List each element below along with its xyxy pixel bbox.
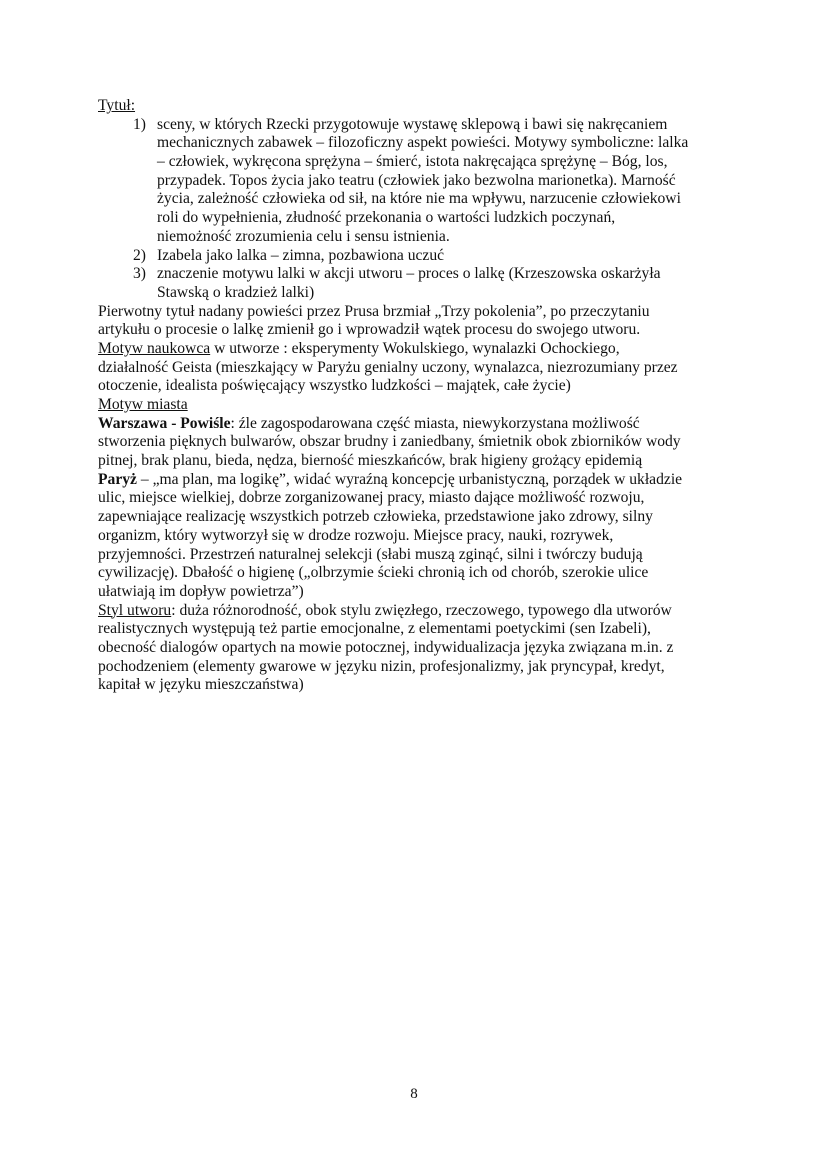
text-line: [98, 546, 738, 565]
text-line: [98, 116, 738, 135]
heading-tytul: [98, 97, 738, 116]
text-line: [98, 564, 738, 583]
text-segment: obecność dialogów opartych na mowie potocznej, indywidualizacja języka związana m.in. z: [98, 638, 674, 656]
text-segment: – człowiek, wykręcona sprężyna – śmierć, istota nakręcająca sprężynę – Bóg, los,: [157, 153, 668, 171]
paragraph-original-title: [98, 303, 738, 340]
text-line: [98, 415, 738, 434]
text-segment: organizm, który wytworzył się w drodze rozwoju. Miejsce pracy, nauki, rozrywek,: [98, 526, 614, 544]
text-line: [98, 639, 738, 658]
paragraph-motyw-naukowca: [98, 340, 738, 396]
text-line: [98, 209, 738, 228]
text-line: [98, 265, 738, 284]
text-line: [98, 620, 738, 639]
text-line: [98, 153, 738, 172]
text-segment: życia, zależność człowieka od sił, na które nie ma wpływu, narzucenie człowiekowi: [157, 190, 681, 208]
underlined-heading: Tytuł:: [98, 97, 136, 114]
text-segment: roli do wypełnienia, złudność przekonania o wartości ludzkich poczynań,: [157, 209, 616, 227]
text-segment: działalność Geista (mieszkający w Paryżu genialny uczony, wynalazca, niezrozumiany przez: [98, 358, 678, 376]
text-segment: zapewniające realizację wszystkich potrzeb człowieka, przedstawione jako zdrowy, silny: [98, 508, 653, 526]
text-segment: niemożność zrozumienia celu i sensu istnienia.: [157, 227, 450, 245]
text-segment: pochodzeniem (elementy gwarowe w języku nizin, profesjonalizmy, jak pryncypał, kredyt,: [98, 657, 665, 675]
text-segment: mechanicznych zabawek – filozoficzny aspekt powieści. Motywy symboliczne: lalka: [157, 134, 689, 152]
text-line: [98, 508, 738, 527]
text-segment: – „ma plan, ma logikę”, widać wyraźną koncepcję urbanistyczną, porządek w układzie: [136, 470, 683, 488]
text-line: [98, 321, 738, 340]
text-line: [98, 340, 738, 359]
text-line: [98, 471, 738, 490]
paragraph-styl-utworu: [98, 602, 738, 695]
text-segment: ulic, miejsce wielkiej, dobrze zorganizowanej pracy, miasto dające możliwość rozwoju,: [98, 489, 645, 507]
text-line: [98, 377, 738, 396]
text-segment: sceny, w których Rzecki przygotowuje wystawę sklepową i bawi się nakręcaniem: [157, 115, 668, 133]
text-line: [98, 676, 738, 695]
text-segment: w utworze : eksperymenty Wokulskiego, wynalazki Ochockiego,: [210, 339, 620, 357]
text-line: [98, 228, 738, 247]
text-segment: cywilizację). Dbałość o higienę („olbrzymie ścieki chronią ich od chorób, szerokie ulice: [98, 564, 649, 582]
text-line: [98, 134, 738, 153]
text-segment: pitnej, brak planu, bieda, nędza, bierność mieszkańców, brak higieny grożący epidemią: [98, 452, 643, 470]
text-segment: Izabela jako lalka – zimna, pozbawiona uczuć: [157, 246, 445, 264]
text-line: [98, 97, 738, 116]
text-line: [98, 433, 738, 452]
text-segment: ułatwiają im dopływ powietrza”): [98, 582, 304, 600]
bold-text: Paryż: [98, 470, 137, 488]
text-line: [98, 190, 738, 209]
page-number: 8: [410, 1086, 418, 1102]
paragraph-warszawa: [98, 415, 738, 471]
text-line: [98, 172, 738, 191]
list-number: 1): [133, 115, 146, 133]
underlined-heading: Motyw miasta: [98, 396, 188, 413]
text-segment: Pierwotny tytuł nadany powieści przez Prusa brzmiał „Trzy pokolenia”, po przeczytaniu: [98, 302, 650, 320]
text-line: [98, 583, 738, 602]
document-page-content: [98, 97, 738, 695]
text-segment: Stawską o kradzież lalki): [157, 283, 315, 301]
heading-motyw-miasta: [98, 396, 738, 415]
text-line: [98, 489, 738, 508]
underlined-heading: Motyw naukowca: [98, 339, 211, 357]
list-item-1: [98, 116, 738, 247]
text-line: [98, 658, 738, 677]
text-segment: kapitał w języku mieszczaństwa): [98, 676, 304, 694]
text-segment: : duża różnorodność, obok stylu zwięzłego, rzeczowego, typowego dla utworów: [171, 601, 672, 619]
text-line: [98, 602, 738, 621]
text-line: [98, 396, 738, 415]
text-line: [98, 452, 738, 471]
list-item-3: [98, 265, 738, 302]
text-line: [98, 247, 738, 266]
text-segment: znaczenie motywu lalki w akcji utworu – proces o lalkę (Krzeszowska oskarżyła: [157, 265, 661, 283]
text-segment: stworzenia pięknych bulwarów, obszar brudny i zaniedbany, śmietnik obok zbiorników wody: [98, 433, 681, 451]
text-segment: otoczenie, idealista poświęcający wszystko ludzkości – majątek, całe życie): [98, 377, 571, 395]
underlined-heading: Styl utworu: [98, 601, 172, 619]
text-segment: realistycznych występują też partie emocjonalne, z elementami poetyckimi (sen Izabeli),: [98, 620, 651, 638]
text-line: [98, 284, 738, 303]
list-item-2: [98, 247, 738, 266]
bold-text: Warszawa - Powiśle: [98, 414, 231, 432]
text-line: [98, 359, 738, 378]
text-segment: artykułu o procesie o lalkę zmienił go i wprowadził wątek procesu do swojego utworu.: [98, 321, 641, 339]
text-segment: przypadek. Topos życia jako teatru (człowiek jako bezwolna marionetka). Marność: [157, 171, 676, 189]
text-line: [98, 303, 738, 322]
list-number: 2): [133, 246, 146, 264]
text-segment: przyjemności. Przestrzeń naturalnej selekcji (słabi muszą zginąć, silni i twórczy budują: [98, 545, 643, 563]
list-number: 3): [133, 265, 146, 283]
text-line: [98, 527, 738, 546]
paragraph-paryz: [98, 471, 738, 602]
text-segment: : źle zagospodarowana część miasta, niewykorzystana możliwość: [230, 414, 640, 432]
